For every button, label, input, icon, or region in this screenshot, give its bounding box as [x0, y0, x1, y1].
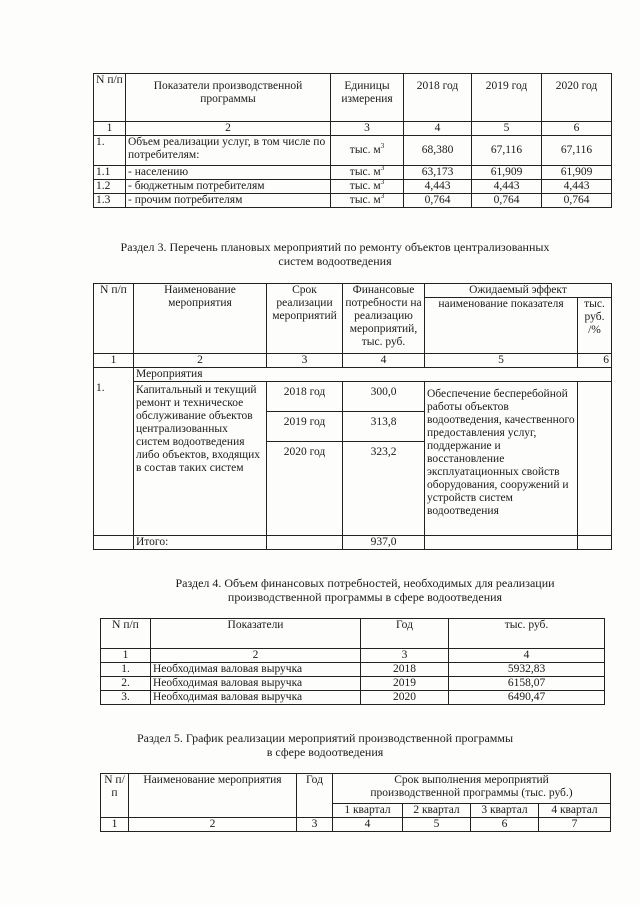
colnum: 1: [101, 649, 151, 663]
header-name: Наименование мероприятия: [134, 284, 267, 354]
item-name: Капитальный и текущий ремонт и техническое обслуживание объектов централизованных систем водоотведения либо объектов, входящих в состав таких систем: [134, 382, 267, 536]
year-cell: 2019 год: [267, 412, 343, 442]
total-row: [94, 536, 612, 550]
colnum: 5: [425, 354, 578, 368]
header-unit: Единицы измерения: [331, 74, 404, 122]
header-num: N п/п: [94, 284, 134, 354]
section3-heading: Раздел 3. Перечень плановых мероприятий по ремонту объектов централизованных систем водоотведения: [120, 240, 550, 268]
colnum: 3: [331, 122, 404, 136]
header-name: Наименование мероприятия: [129, 774, 297, 818]
table-row: 1.1 - населению тыс. $м^3$ 63,173 61,909 61,909: [94, 166, 612, 180]
header-num: N п/п: [101, 774, 129, 818]
header-finance: Финансовые потребности на реализацию мероприятий, тыс. руб.: [343, 284, 425, 354]
colnum: 1: [94, 354, 134, 368]
table-row: 3. Необходимая валовая выручка 2020 6490,47: [101, 691, 605, 705]
item-num: 1.: [94, 382, 134, 536]
colnum: 1: [101, 818, 129, 832]
header-indicator: Показатели производственной программы: [126, 74, 331, 122]
colnum: 7: [539, 818, 611, 832]
header-2018: 2018 год: [404, 74, 472, 122]
total-value: 937,0: [343, 536, 425, 550]
colnum: 2: [134, 354, 267, 368]
table-row: 1.2 - бюджетным потребителям тыс. $м^3$ 4,443 4,443 4,443: [94, 180, 612, 194]
group-label: Мероприятия: [134, 368, 612, 382]
effect-text: Обеспечение бесперебойной работы объектов водоотведения, качественного предоставления услуг, поддержание и восстановление эксплуатационных свойств оборудования, сооружений и устройств систем водоотведения: [425, 382, 578, 536]
row-name: - бюджетным потребителям: [126, 180, 331, 194]
row-name: - прочим потребителям: [126, 194, 331, 208]
colnum: 2: [151, 649, 361, 663]
unit-cell: тыс. $м^3$: [331, 136, 404, 166]
financial-needs-table: [100, 618, 605, 705]
schedule-table: [100, 773, 611, 832]
colnum: 4: [449, 649, 605, 663]
colnum: 2: [129, 818, 297, 832]
header-amount: тыс. руб.: [449, 619, 605, 649]
table-row: [94, 382, 612, 412]
year-cell: 2020 год: [267, 442, 343, 536]
colnum: 3: [267, 354, 343, 368]
unit-cell: тыс. $м^3$: [331, 194, 404, 208]
colnum: 3: [361, 649, 449, 663]
colnum: 4: [343, 354, 425, 368]
table-row: 1. Объем реализации услуг, в том числе по потребителям: тыс. $м^3$ 68,380 67,116 67,116: [94, 136, 612, 166]
repair-measures-table: [93, 283, 612, 550]
colnum: 6: [578, 354, 612, 368]
header-2019: 2019 год: [472, 74, 542, 122]
row-name: Объем реализации услуг, в том числе по потребителям:: [126, 136, 331, 166]
header-q1: 1 квартал: [333, 804, 403, 818]
unit-cell: тыс. $м^3$: [331, 180, 404, 194]
header-term: Срок выполнения мероприятий производственной программы (тыс. руб.): [333, 774, 611, 804]
finance-cell: 313,8: [343, 412, 425, 442]
header-indicator: Показатели: [151, 619, 361, 649]
header-year: Год: [297, 774, 333, 818]
header-year: Год: [361, 619, 449, 649]
section4-heading: Раздел 4. Объем финансовых потребностей, необходимых для реализации производственной программы в сфере водоотведения: [175, 576, 555, 604]
colnum: 1: [94, 122, 126, 136]
row-name: - населению: [126, 166, 331, 180]
colnum: 5: [403, 818, 471, 832]
table-row: 1.3 - прочим потребителям тыс. $м^3$ 0,764 0,764 0,764: [94, 194, 612, 208]
colnum: 2: [126, 122, 331, 136]
header-num: N п/п: [94, 74, 126, 122]
colnum: 3: [297, 818, 333, 832]
header-num: N п/п: [101, 619, 151, 649]
colnum: 4: [333, 818, 403, 832]
header-term: Срок реализации мероприятий: [267, 284, 343, 354]
header-q2: 2 квартал: [403, 804, 471, 818]
header-effect-unit: тыс. руб. /%: [578, 298, 612, 354]
finance-cell: 323,2: [343, 442, 425, 536]
header-effect: Ожидаемый эффект: [425, 284, 612, 298]
colnum: 5: [472, 122, 542, 136]
header-effect-name: наименование показателя: [425, 298, 578, 354]
header-q3: 3 квартал: [471, 804, 539, 818]
total-label: Итого:: [134, 536, 267, 550]
year-cell: 2018 год: [267, 382, 343, 412]
colnum: 6: [542, 122, 612, 136]
table-row: 2. Необходимая валовая выручка 2019 6158,07: [101, 677, 605, 691]
colnum: 4: [404, 122, 472, 136]
header-2020: 2020 год: [542, 74, 612, 122]
header-q4: 4 квартал: [539, 804, 611, 818]
production-indicators-table: [93, 73, 612, 208]
colnum: 6: [471, 818, 539, 832]
section5-heading: Раздел 5. График реализации мероприятий производственной программы в сфере водоотведения: [136, 731, 514, 759]
table-row: 1. Необходимая валовая выручка 2018 5932,83: [101, 663, 605, 677]
unit-cell: тыс. $м^3$: [331, 166, 404, 180]
finance-cell: 300,0: [343, 382, 425, 412]
